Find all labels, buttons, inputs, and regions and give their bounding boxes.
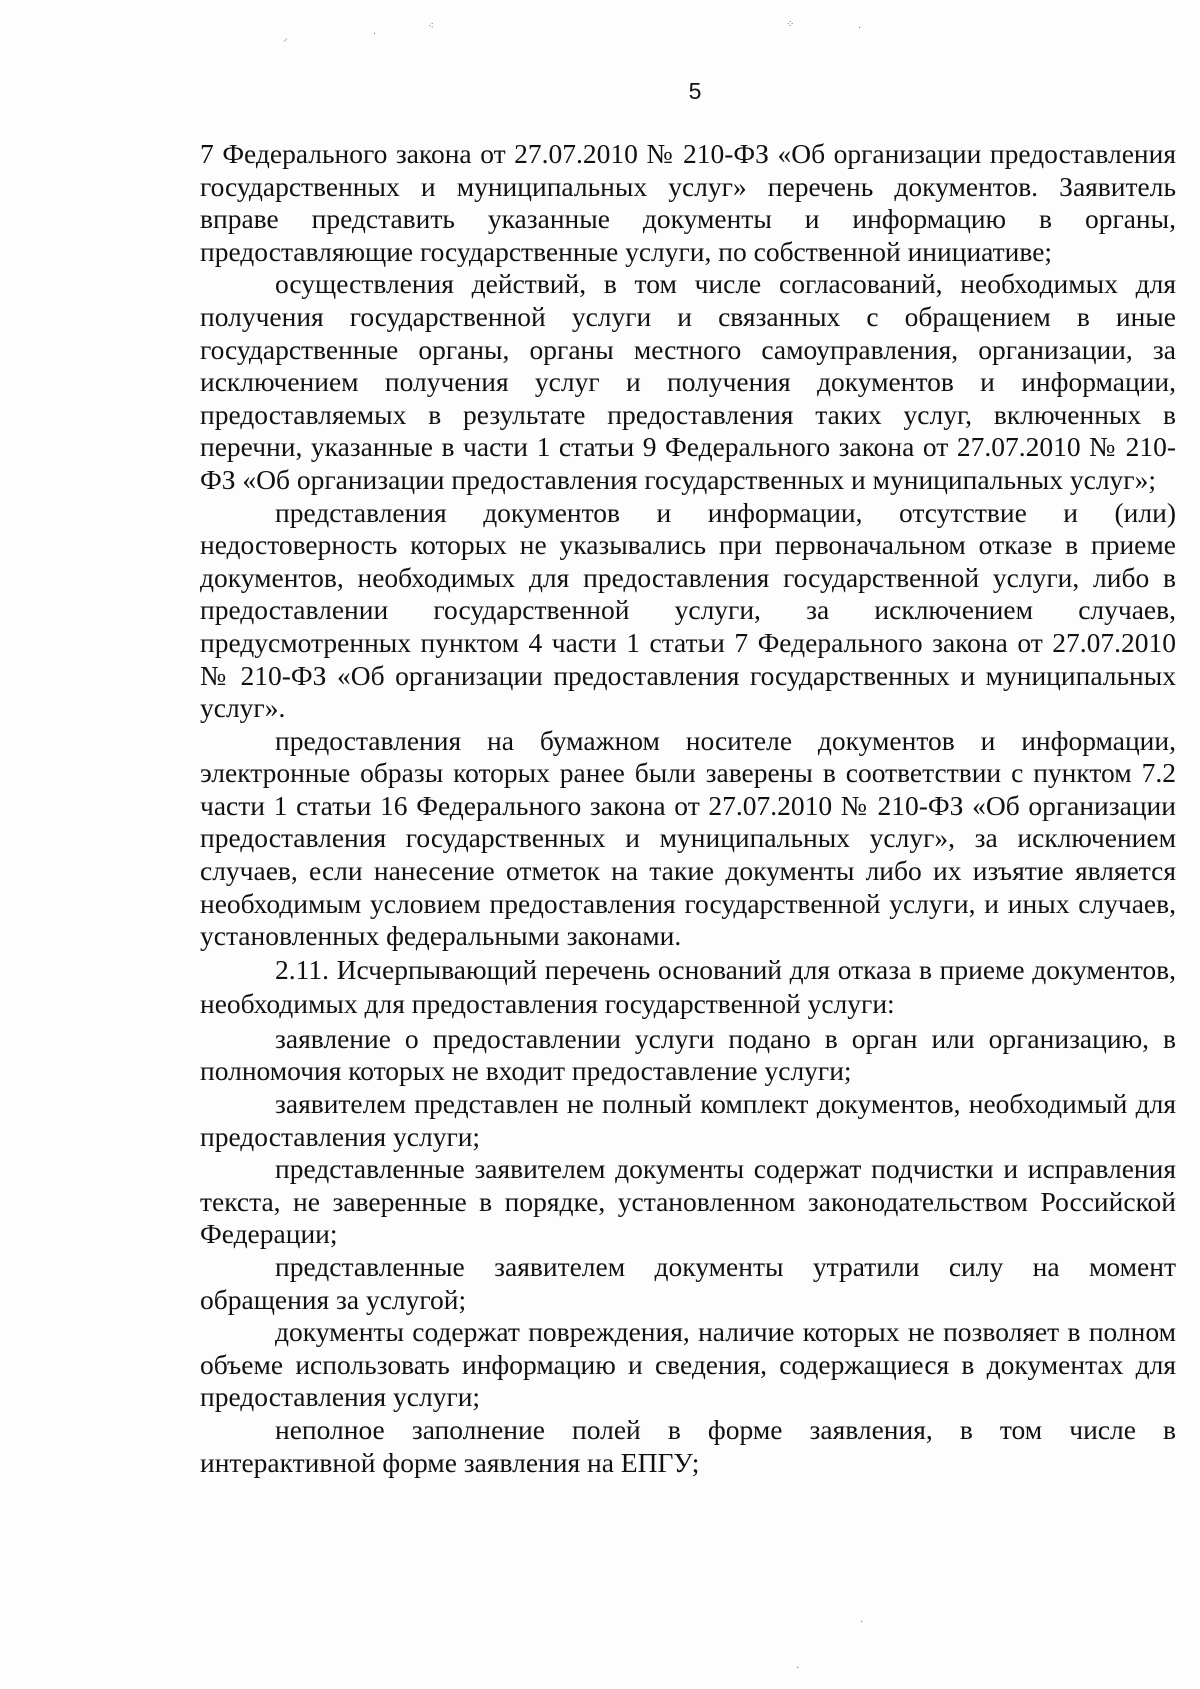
list-item: заявление о предоставлении услуги подано в орган или организацию, в полномочия которых не входит предоставление услуги; [200, 1022, 1176, 1087]
page-number: 5 [688, 78, 702, 104]
paragraph: представления документов и информации, отсутствие и (или) недостоверность которых не указывались при первоначальном отказе в приеме документов, необходимых для предоставления государственной услуги, либо в предоставлении государственной услуги, за исключением случаев, предусмотренных пунктом 4 части 1 статьи 7 Федерального закона от 27.07.2010 № 210-ФЗ «Об организации предоставления государственных и муниципальных услуг». [200, 496, 1176, 724]
document-body [200, 138, 1176, 1479]
list-item: документы содержат повреждения, наличие которых не позволяет в полном объеме использовать информацию и сведения, содержащиеся в документах для предоставления услуги; [200, 1316, 1176, 1413]
section-heading-paragraph: 2.11. Исчерпывающий перечень оснований для отказа в приеме документов, необходимых для предоставления государственной услуги: [200, 953, 1176, 1019]
scan-speck: ⸝ [283, 33, 288, 44]
list-item: неполное заполнение полей в форме заявления, в том числе в интерактивной форме заявления на ЕПГУ; [200, 1413, 1176, 1478]
paragraph: 7 Федерального закона от 27.07.2010 № 210-ФЗ «Об организации предоставления государственных и муниципальных услуг» перечень документов. Заявитель вправе представить указанные документы и информацию в органы, предоставляющие государственные услуги, по собственной инициативе; [200, 138, 1176, 267]
scan-speck: ⁖ [428, 21, 434, 32]
scan-speck: · [373, 29, 377, 40]
paragraph: осуществления действий, в том числе согласований, необходимых для получения государственной услуги и связанных с обращением в иные государственные органы, органы местного самоуправления, организации, за исключением получения услуг и получения документов и информации, предоставляемых в результате предоставления таких услуг, включенных в перечни, указанные в части 1 статьи 9 Федерального закона от 27.07.2010 № 210-ФЗ «Об организации предоставления государственных и муниципальных услуг»; [200, 268, 1176, 495]
scan-speck: · [860, 1617, 864, 1628]
list-item: заявителем представлен не полный комплект документов, необходимый для предоставления услуги; [200, 1088, 1176, 1152]
paragraph: предоставления на бумажном носителе документов и информации, электронные образы которых ранее были заверены в соответствии с пунктом 7.2 части 1 статьи 16 Федерального закона от 27.07.2010 № 210-ФЗ «Об организации предоставления государственных и муниципальных услуг», за исключением случаев, если нанесение отметок на такие документы либо их изъятие является необходимым условием предоставления государственной услуги, и иных случаев, установленных федеральными законами. [200, 724, 1176, 952]
scan-speck: · [796, 1663, 800, 1674]
list-item: представленные заявителем документы утратили силу на момент обращения за услугой; [200, 1251, 1176, 1315]
scan-speck: · [858, 23, 862, 34]
list-item: представленные заявителем документы содержат подчистки и исправления текста, не заверенные в порядке, установленном законодательством Российской Федерации; [200, 1153, 1176, 1250]
scan-speck: ⁘ [786, 19, 795, 30]
